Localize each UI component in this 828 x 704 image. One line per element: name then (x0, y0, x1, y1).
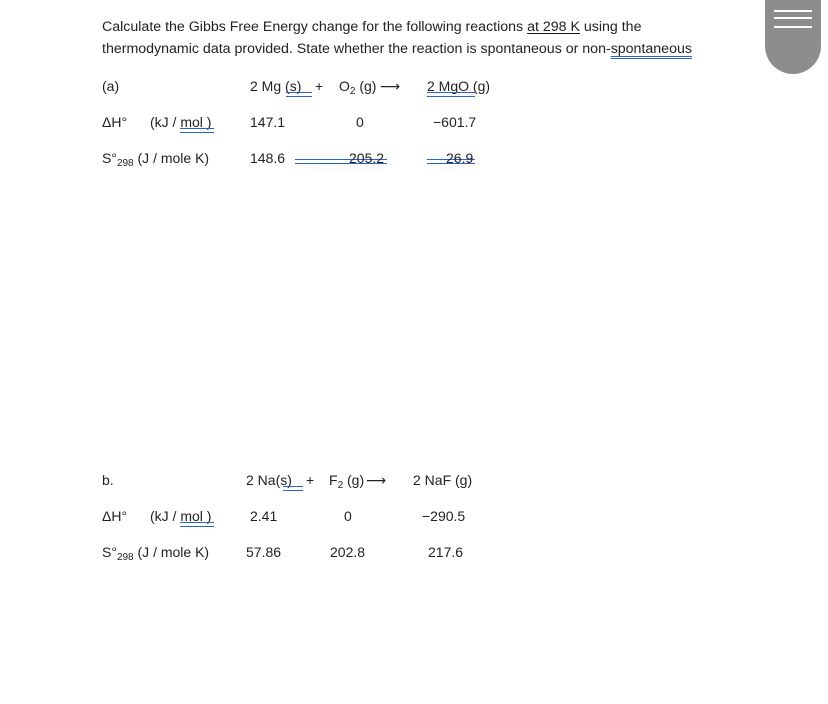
reaction-b-reactant-2: $F_2$ (g) (329, 472, 365, 491)
spelling-underline (286, 92, 312, 97)
reaction-a-s-value: 26.9 (446, 150, 474, 166)
spelling-underline (180, 128, 214, 133)
reaction-a-dh-value: −601.7 (433, 114, 477, 130)
reaction-b-label: b. (102, 472, 114, 488)
reaction-b-dh-value: 2.41 (250, 508, 278, 524)
hamburger-grip-icon (774, 17, 812, 19)
hamburger-grip-icon (774, 10, 812, 12)
reaction-a-plus: + (315, 78, 324, 94)
instructions-text-1: Calculate the Gibbs Free Energy change for the following reactions (102, 19, 528, 35)
reaction-b-s-value: 217.6 (428, 544, 464, 560)
reaction-a-label: (a) (102, 78, 120, 94)
instructions-text-2: using the thermodynamic data provided. State whether the reaction is spontaneous or non- (102, 19, 642, 57)
reaction-a-s-value: 205.2 (349, 150, 385, 166)
temperature-text: at 298 K (527, 19, 580, 35)
reaction-a-reactant-1: 2 Mg (s) (250, 78, 302, 94)
reaction-b-dh-unit: (kJ / mol ) (150, 508, 212, 524)
reaction-b-reactant-1: 2 Na(s) (246, 472, 292, 488)
reaction-b-arrow: ⟶ (366, 472, 387, 488)
reaction-b-s-value: 57.86 (246, 544, 282, 560)
reaction-a-reactant-2: $O_2$ (g) (339, 78, 377, 97)
reaction-a-dh-unit: (kJ / mol ) (150, 114, 212, 130)
reaction-b-s-value: 202.8 (330, 544, 366, 560)
reaction-b-dh-label: ΔH° (102, 508, 128, 524)
reaction-b-dh-value: 0 (344, 508, 352, 524)
reaction-b-s-label: $S^\circ_{298}$ (J / mole K) (102, 544, 210, 563)
reaction-b-dh-value: −290.5 (422, 508, 466, 524)
spontaneous-word: spontaneous (610, 41, 692, 57)
reaction-a-product: 2 MgO (g) (427, 78, 491, 94)
spelling-underline (427, 92, 475, 97)
reaction-a-dh-value: 147.1 (250, 114, 286, 130)
reaction-a-arrow: ⟶ (380, 78, 401, 94)
spelling-underline (180, 522, 214, 527)
reaction-a-s-value: 148.6 (250, 150, 286, 166)
reaction-a-dh-label: ΔH° (102, 114, 128, 130)
reaction-b-product: 2 NaF (g) (413, 472, 473, 488)
reaction-a-dh-value: 0 (356, 114, 364, 130)
instructions-paragraph (102, 16, 742, 60)
scroll-handle[interactable] (765, 0, 821, 74)
reaction-a-s-label: $S^\circ_{298}$ (J / mole K) (102, 150, 210, 169)
hamburger-grip-icon (774, 26, 812, 28)
spelling-underline (283, 486, 303, 491)
reaction-b-plus: + (306, 472, 315, 488)
